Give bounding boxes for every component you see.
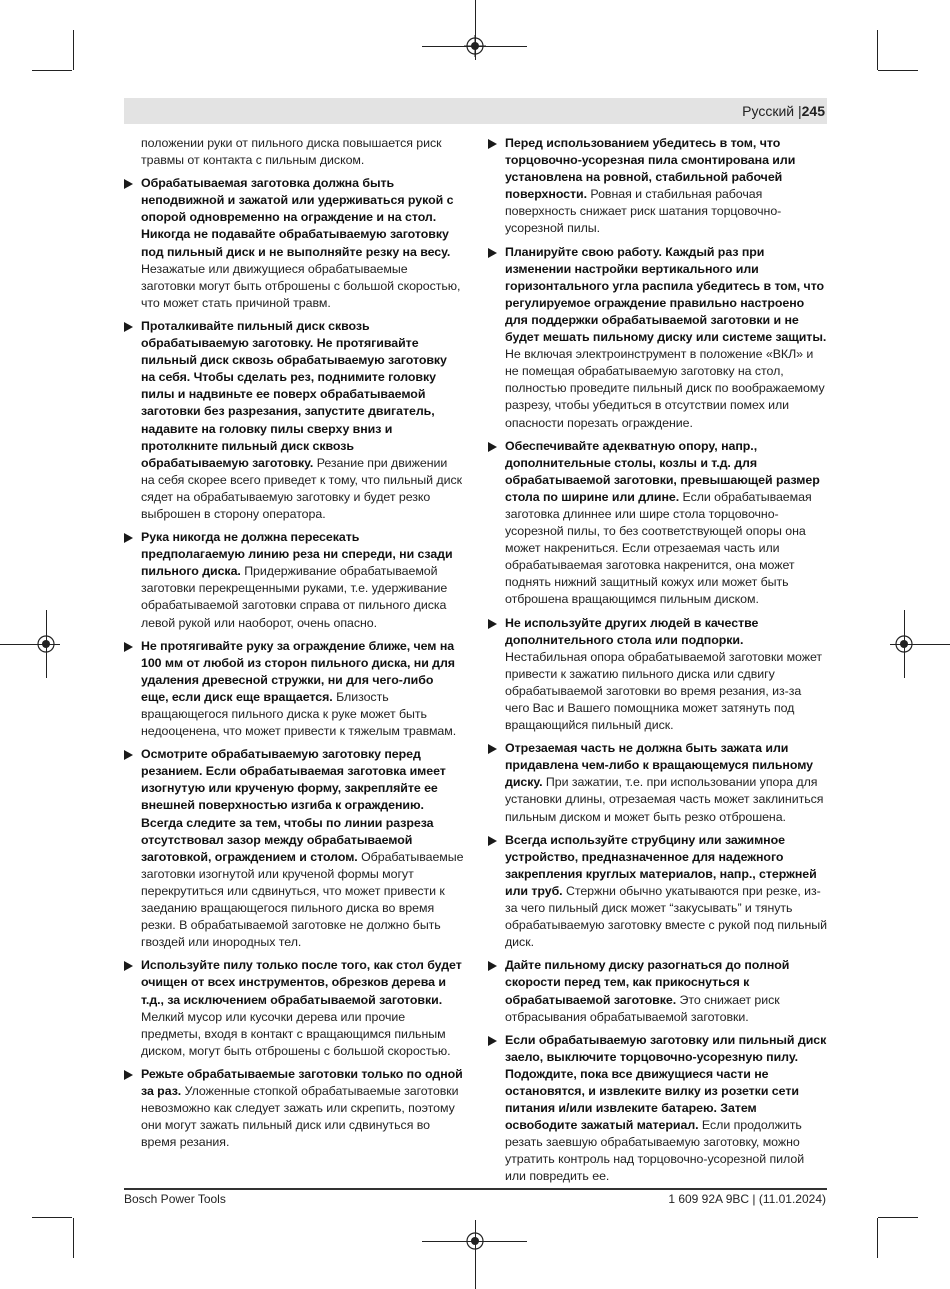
paragraph-bold-text: Перед использованием убедитесь в том, что торцовочно-усорезная пила смонтирована или установлена на ровной, стабильной рабочей поверхности. xyxy=(505,136,796,202)
bullet-triangle-icon xyxy=(488,1036,497,1046)
paragraph-bold-text: Осмотрите обрабатываемую заготовку перед резанием. Если обрабатываемая заготовка имеет изогнутую или крученую форму, закрепляйте ее внешней поверхностью изгиба к ограждению. Всегда следите за тем, чтобы по линии разреза отсутствовал зазор между обрабатываемой заготовкой, ограждением и столом. xyxy=(141,747,446,864)
left-text-column xyxy=(124,135,464,1157)
paragraph-item xyxy=(488,957,828,1025)
paragraph-text: Если обрабатываемая заготовка длиннее или шире стола торцовочно-усорезной пилы, то без соответствующей опоры она может накрениться. Если отрезаемая часть или обрабатываемая заготовка накренится, она может поднять нижний защитный кожух или может быть отброшена вращающимся пильным диском. xyxy=(505,489,812,607)
page-number: 245 xyxy=(801,103,825,119)
paragraph-item xyxy=(488,135,828,238)
bullet-triangle-icon xyxy=(124,1070,133,1080)
registration-line-right-h xyxy=(890,644,950,645)
registration-line-left-h xyxy=(0,644,60,645)
footer-rule xyxy=(124,1188,827,1190)
crop-mark-bottom-right-v xyxy=(877,1218,878,1258)
registration-line-top-v xyxy=(475,0,476,60)
paragraph-bold-text: Не используйте других людей в качестве дополнительного стола или подпорки. xyxy=(505,615,759,647)
paragraph-bold-text: Отрезаемая часть не должна быть зажата или придавлена чем-либо к вращающемуся пильному диску. xyxy=(505,741,814,790)
bullet-triangle-icon xyxy=(488,139,497,149)
paragraph-text: Если продолжить резать заевшую обрабатываемую заготовку, можно утратить контроль над торцовочно-усорезной пилой или повредить ее. xyxy=(505,1118,805,1184)
bullet-triangle-icon xyxy=(488,619,497,629)
paragraph-text: Близость вращающегося пильного диска к руке может быть недооценена, что может привести к тяжелым травмам. xyxy=(141,689,457,739)
paragraph-item xyxy=(488,1032,828,1186)
paragraph-bold-text: Обрабатываемая заготовка должна быть неподвижной и зажатой или удерживаться рукой с опорой одновременно на ограждение и на стол. Никогда не подавайте обрабатываемую заготовку под пильный диск и не выполняйте резку на весу. xyxy=(141,176,454,259)
crop-mark-bottom-right-h xyxy=(878,1217,918,1218)
registration-line-bottom-v xyxy=(475,1220,476,1289)
bullet-triangle-icon xyxy=(488,744,497,754)
bullet-triangle-icon xyxy=(488,961,497,971)
page-header xyxy=(742,101,825,121)
paragraph-item xyxy=(488,244,828,432)
paragraph-bold-text: Планируйте свою работу. Каждый раз при изменении настройки вертикального или горизонтального угла распила убедитесь в том, что регулируемое ограждение правильно настроено для поддержки обрабатываемой заготовки и не будет мешать пильному диску или системе защиты. xyxy=(505,244,827,345)
paragraph-bold-text: Обеспечивайте адекватную опору, напр., дополнительные столы, козлы и т.д. для обрабатываемой заготовки, превышающей размер стола по ширине или длине. xyxy=(505,438,820,504)
crop-mark-top-right-h xyxy=(878,70,918,71)
footer-publisher: Bosch Power Tools xyxy=(124,1192,226,1206)
bullet-triangle-icon xyxy=(488,442,497,452)
bullet-triangle-icon xyxy=(124,179,133,189)
crop-mark-top-left-h xyxy=(32,70,72,71)
page-header-bar xyxy=(124,98,827,124)
bullet-triangle-icon xyxy=(124,642,133,652)
paragraph-item xyxy=(124,135,464,169)
paragraph-bold-text: Если обрабатываемую заготовку или пильный диск заело, выключите торцовочно-усорезную пилу. Подождите, пока все движущиеся части не остановятся, и извлеките вилку из розетки сети питания и/или извлеките батарею. Затем освободите зажатый материал. xyxy=(505,1032,827,1133)
paragraph-bold-text: Не протягивайте руку за ограждение ближе, чем на 100 мм от любой из сторон пильного диска, ни для удаления древесной стружки, ни для чего-либо еще, если диск еще вращается. xyxy=(141,638,455,704)
paragraph-text: Резание при движении на себя скорее всего приведет к тому, что пильный диск сядет на обрабатываемую заготовку и будет резко выброшен в сторону оператора. xyxy=(141,455,462,521)
paragraph-bold-text: Проталкивайте пильный диск сквозь обрабатываемую заготовку. Не протягивайте пильный диск сквозь обрабатываемую заготовку на себя. Чтобы сделать рез, поднимите головку пилы и надвиньте ее поверх обрабатываемой заготовки без разрезания, запустите двигатель, надавите на головку пилы сверху вниз и протолкните пильный диск сквозь обрабатываемую заготовку. xyxy=(141,318,447,470)
paragraph-text: Незажатые или движущиеся обрабатываемые заготовки могут быть отброшены с большой скоростью, что может стать причиной травм. xyxy=(141,261,461,310)
paragraph-bold-text: Дайте пильному диску разогнаться до полной скорости перед тем, как прикоснуться к обрабатываемой заготовке. xyxy=(505,958,790,1007)
paragraph-text: При зажатии, т.е. при использовании упора для установки длины, отрезаемая часть может заклиниться пильным диском и может быть резко отброшена. xyxy=(505,775,824,824)
header-language: Русский xyxy=(742,103,795,119)
paragraph-item xyxy=(124,638,464,741)
paragraph-item xyxy=(124,957,464,1060)
paragraph-item xyxy=(124,1066,464,1151)
paragraph-bold-text: Всегда используйте струбцину или зажимное устройство, предназначенное для надежного закрепления круглых материалов, напр., стержней или труб. xyxy=(505,832,817,898)
paragraph-bold-text: Режьте обрабатываемые заготовки только по одной за раз. xyxy=(141,1066,463,1098)
paragraph-item xyxy=(124,746,464,951)
paragraph-bold-text: Используйте пилу только после того, как стол будет очищен от всех инструментов, обрезков дерева и т.д., за исключением обрабатываемой заготовки. xyxy=(141,958,462,1007)
crop-mark-bottom-left-h xyxy=(32,1217,72,1218)
paragraph-text: Придерживание обрабатываемой заготовки перекрещенными руками, т.е. удерживание обрабатываемой заготовки справа от пильного диска левой рукой или наоборот, очень опасно. xyxy=(141,564,448,630)
paragraph-text: положении руки от пильного диска повышается риск травмы от контакта с пильным диском. xyxy=(141,136,442,168)
paragraph-text: Обрабатываемые заготовки изогнутой или крученой формы могут перекрутиться или сдвинуться, что может привести к заеданию вращающегося пильного диска во время резки. В обрабатываемой заготовке не должно быть гвоздей или инородных тел. xyxy=(141,849,464,950)
paragraph-item xyxy=(488,438,828,609)
paragraph-item xyxy=(488,832,828,952)
registration-line-top-h xyxy=(422,46,527,47)
bullet-triangle-icon xyxy=(124,750,133,760)
paragraph-text: Ровная и стабильная рабочая поверхность снижает риск шатания торцовочно-усорезной пилы. xyxy=(505,187,782,236)
right-text-column xyxy=(488,135,828,1192)
paragraph-bold-text: Рука никогда не должна пересекать предполагаемую линию реза ни спереди, ни сзади пильного диска. xyxy=(141,530,453,579)
paragraph-item xyxy=(488,740,828,825)
paragraph-item xyxy=(488,615,828,735)
paragraph-text: Уложенные стопкой обрабатываемые заготовки невозможно как следует зажать или скрепить, поэтому они могут зажать пильный диск или сдвинуться во время резания. xyxy=(141,1083,459,1150)
crop-mark-top-left-v xyxy=(73,30,74,70)
footer-doc-code: 1 609 92A 9BC | (11.01.2024) xyxy=(668,1192,826,1206)
paragraph-text: Мелкий мусор или кусочки дерева или прочие предметы, входя в контакт с вращающимся пильным диском, могут быть отброшены с большой скоростью. xyxy=(141,1009,451,1058)
registration-line-bottom-h xyxy=(422,1241,527,1242)
header-separator: | xyxy=(798,103,802,119)
paragraph-item xyxy=(124,175,464,312)
bullet-triangle-icon xyxy=(124,961,133,971)
paragraph-item xyxy=(124,529,464,632)
paragraph-item xyxy=(124,318,464,523)
bullet-triangle-icon xyxy=(488,248,497,258)
paragraph-text: Не включая электроинструмент в положение «ВКЛ» и не помещая обрабатываемую заготовку на стол, полностью проведите пильный диск по воображаемому разрезу, чтобы убедиться в отсутствии помех или опасности порезать ограждение. xyxy=(505,347,825,430)
paragraph-text: Стержни обычно укатываются при резке, из-за чего пильный диск может “закусывать” и тянуть обрабатываемую заготовку вместе с рукой под пильный диск. xyxy=(505,883,827,950)
paragraph-text: Это снижает риск отбрасывания обрабатываемой заготовки. xyxy=(505,992,780,1024)
paragraph-text: Нестабильная опора обрабатываемой заготовки может привести к зажатию пильного диска или сдвигу обрабатываемой заготовки во время резания, из-за чего Вас и Вашего помощника может затянуть под вращающийся пильный диск. xyxy=(505,649,823,733)
crop-mark-bottom-left-v xyxy=(73,1218,74,1258)
bullet-triangle-icon xyxy=(488,836,497,846)
crop-mark-top-right-v xyxy=(877,30,878,70)
bullet-triangle-icon xyxy=(124,322,133,332)
bullet-triangle-icon xyxy=(124,533,133,543)
